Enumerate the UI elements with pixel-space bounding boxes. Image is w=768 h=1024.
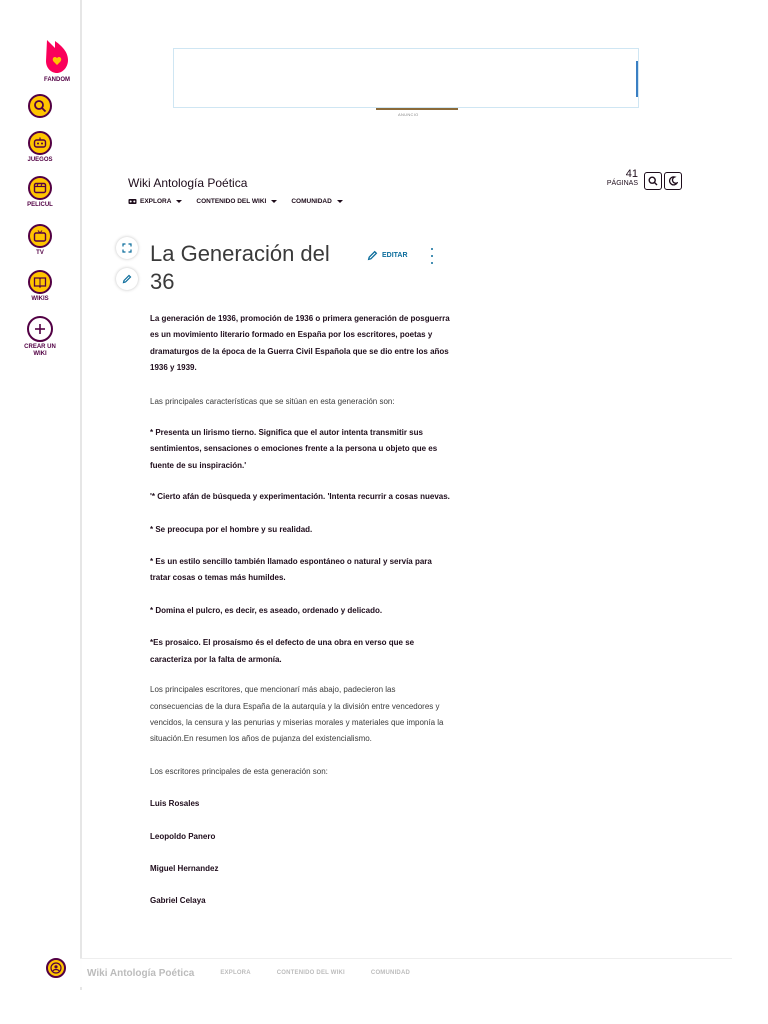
gnav-label: CREAR UN WIKI <box>24 344 56 357</box>
paragraph: * Domina el pulcro, es decir, es aseado, ordenado y delicado. <box>150 605 383 615</box>
paragraph: La generación de 1936, promoción de 1936 o primera generación de posguerra es un movimiento literario formado en España por los escritores, poetas y dramaturgos de la época de la Guerra Civil Española que se dio entre los años 1936 y 1939. <box>150 314 450 373</box>
page-title: La Generación del 36 <box>150 241 330 294</box>
nav-wiki-content-label: CONTENIDO DEL WIKI <box>196 198 267 205</box>
book-icon <box>28 270 52 294</box>
nav-explore-label: EXPLORA <box>140 198 172 205</box>
film-icon <box>28 176 52 200</box>
paragraph: * Es un estilo sencillo también llamado espontáneo o natural y servía para tratar cosas o temas más humildes. <box>150 557 432 583</box>
pages-count: 41 <box>625 168 638 180</box>
bottom-nav-wiki-content[interactable]: CONTENIDO DEL WIKI <box>276 970 345 976</box>
paragraph: '* Cierto afán de búsqueda y experimentación. 'Intenta recurrir a cosas nuevas. <box>150 492 450 502</box>
nav-community-label: COMUNIDAD <box>291 198 332 205</box>
author-name: Luis Rosales <box>150 799 200 809</box>
paragraph: * Presenta un lirismo tierno. Significa que el autor intenta transmitir sus sentimientos, sensaciones o emociones frente a la persona u objeto que es fuente de su inspiración.' <box>150 428 438 470</box>
theme-toggle-button[interactable] <box>664 172 682 190</box>
edit-button[interactable] <box>367 250 408 261</box>
paragraph: * Se preocupa por el hombre y su realidad. <box>150 524 313 534</box>
paragraph: Los escritores principales de esta generación son: <box>150 766 328 776</box>
search-icon <box>28 94 52 118</box>
wiki-name[interactable]: Wiki Antología Poética <box>128 176 248 190</box>
chevron-down-icon <box>176 200 182 203</box>
gnav-label: JUEGOS <box>27 157 53 163</box>
ad-divider <box>636 61 638 97</box>
pages-counter <box>604 170 638 188</box>
author-name: Miguel Hernandez <box>150 863 219 873</box>
nav-explore[interactable] <box>128 198 182 205</box>
paragraph: Las principales características que se sitúan en esta generación son: <box>150 396 395 406</box>
chevron-down-icon <box>271 200 277 203</box>
ad-bar <box>376 108 458 110</box>
search-icon <box>648 176 658 186</box>
fullscreen-button[interactable] <box>116 237 138 259</box>
gamepad-icon <box>28 131 52 155</box>
gnav-movies[interactable] <box>0 176 80 209</box>
gnav-wikis[interactable] <box>0 270 80 303</box>
moon-icon <box>668 176 678 186</box>
side-edit-button[interactable] <box>116 268 138 290</box>
plus-icon <box>27 316 53 342</box>
author-name: Leopoldo Panero <box>150 831 216 841</box>
bottom-nav-explore[interactable]: EXPLORA <box>220 970 251 976</box>
more-dot <box>431 248 433 250</box>
more-actions-button[interactable] <box>428 248 436 264</box>
wiki-search-button[interactable] <box>644 172 662 190</box>
edit-label: EDITAR <box>382 252 408 259</box>
bottom-wiki-name[interactable]: Wiki Antología Poética <box>87 967 195 979</box>
global-nav <box>0 0 82 990</box>
nav-wiki-content[interactable] <box>196 198 277 205</box>
user-account-button[interactable] <box>46 958 66 978</box>
more-dot <box>431 255 433 257</box>
gnav-label: WIKIS <box>31 296 49 302</box>
gnav-label: TV <box>36 250 44 256</box>
gnav-label: PELICUL <box>27 202 53 208</box>
pencil-icon <box>367 250 378 261</box>
fandom-label: FANDOM <box>44 77 70 83</box>
paragraph: Los principales escritores, que mencionarí más abajo, padecieron las consecuencias de la dura España de la autarquía y la división entre vencedores y vencidos, la censura y las penurias y miserias morales y materiales que imponía la situación.En resumen los años de pujanza del existencialismo. <box>150 685 444 744</box>
sticky-bottom-bar <box>80 958 732 987</box>
gnav-tv[interactable] <box>0 224 80 257</box>
ad-slot[interactable] <box>173 48 639 108</box>
author-name: Gabriel Celaya <box>150 896 206 906</box>
explore-icon <box>128 198 137 205</box>
expand-icon <box>122 243 132 253</box>
more-dot <box>431 262 433 264</box>
gnav-games[interactable] <box>0 131 80 164</box>
tv-icon <box>28 224 52 248</box>
user-icon <box>50 962 62 974</box>
wiki-nav <box>128 198 343 205</box>
chevron-down-icon <box>337 200 343 203</box>
paragraph: *Es prosaico. El prosaísmo és el defecto de una obra en verso que se caracteriza por la falta de armonía. <box>150 638 415 664</box>
ad-label: ANUNCIO <box>398 112 419 117</box>
gnav-create-wiki[interactable] <box>0 316 80 358</box>
pencil-icon <box>122 274 132 284</box>
pages-label: PÁGINAS <box>606 180 638 187</box>
gnav-search[interactable] <box>0 94 80 118</box>
nav-community[interactable] <box>291 198 342 205</box>
bottom-nav-community[interactable]: COMUNIDAD <box>370 970 411 976</box>
article-content <box>150 311 450 926</box>
fandom-logo-icon[interactable] <box>44 38 70 74</box>
